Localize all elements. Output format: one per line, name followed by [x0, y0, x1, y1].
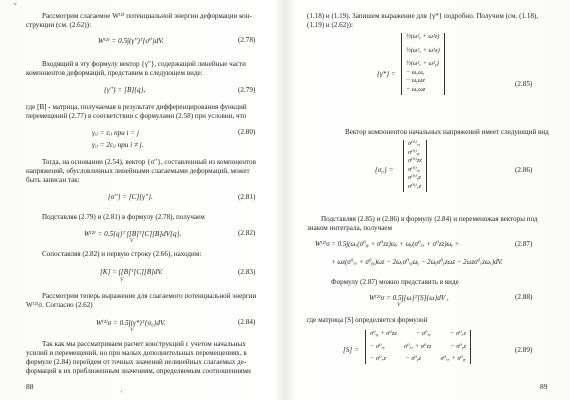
- equation-number: (2.89): [515, 346, 533, 354]
- paragraph: (1.19) и (2.62)):: [307, 21, 353, 29]
- vector-entry: ½(ω²ₓ + ω²z): [406, 46, 440, 54]
- paragraph: струкции (см. (2.62)):: [26, 21, 91, 29]
- equation-number: (2.81): [238, 193, 256, 201]
- right-page: [285, 0, 570, 400]
- vector-entry: − ωₓωᵧ: [406, 68, 425, 76]
- paragraph: формуле (2.84) перейдем от точных значений нелинейных слагаемых де-: [26, 358, 247, 366]
- equation-number: (2.80): [238, 128, 256, 136]
- equation-2-81: {σ′′} = [C]{γ′′}.: [108, 193, 153, 201]
- matrix-2-89: [365, 330, 471, 364]
- matrix-cell: − σ⁰ₓᵧ: [370, 342, 385, 350]
- vector-2-86: [403, 140, 427, 192]
- paragraph: напряжений, обусловленных линейными слагаемыми деформаций, может: [26, 167, 250, 175]
- vector-entry: σ⁽⁰⁾ᵧz: [408, 174, 421, 182]
- vector-entry: σ⁽⁰⁾ₓₓ: [408, 140, 421, 147]
- matrix-lhs: [S] =: [343, 346, 359, 354]
- scan-mark: ʾ: [120, 390, 123, 399]
- equation-number: (2.85): [515, 80, 533, 88]
- vector-entry: − ωₓωz: [406, 85, 426, 93]
- page-number: 89: [540, 382, 548, 391]
- matrix-cell: − σ⁰ₓz: [450, 330, 466, 337]
- equation-2-79: {γ′′} = [B]{q},: [104, 86, 146, 94]
- paragraph: Рассмотрим теперь выражение для слагаемого потенциальной энергии: [42, 292, 257, 300]
- equation-number: (2.86): [515, 166, 533, 174]
- equation-2-84: W⁽²⁾σ = 0.5∫(γ*)ᵀ{σ₀}dV.: [96, 319, 166, 327]
- equation-2-87-line-1: W⁽²⁾σ = 0.5∫(ωₓ(σ⁰ᵧᵧ + σ⁰zz)ωₓ + ωᵧ(σ⁰ₓₓ + σ⁰zz)ωᵧ +: [315, 241, 460, 248]
- vector-entry: − ωᵧωz: [406, 77, 425, 85]
- matrix-row: [370, 355, 466, 364]
- integral-limit: V: [397, 302, 401, 308]
- scan-mark: ˇ: [14, 2, 17, 11]
- matrix-row: [370, 330, 466, 339]
- paragraph: Сопоставляя (2.82) и первую строку (2.66), находим:: [42, 250, 202, 258]
- paragraph: где матрица [S] определяется формулой: [307, 316, 428, 324]
- equation-number: (2.79): [238, 86, 256, 94]
- paragraph: Подставляя (2.85) и (2.86) в формулу (2.84) и переменожая векторы под: [321, 215, 538, 223]
- paragraph: перемещений (2.77) в соответствии с формулами (2.58) при условии, что: [26, 112, 247, 120]
- matrix-cell: σ⁰ₓₓ + σ⁰ᵧᵧ: [440, 355, 466, 363]
- equation-2-83: [K] = ∫[B]ᵀ[C][B]dV.: [100, 268, 163, 276]
- matrix-cell: − σ⁰ᵧz: [405, 355, 421, 363]
- matrix-cell: − σ⁰ₓᵧ: [416, 330, 431, 337]
- integral-limit: V: [130, 327, 134, 333]
- paragraph: Вектор компонентов начальных напряжений имеет следующий вид: [345, 128, 549, 136]
- paragraph: Тогда, на основании (2.54), вектор {σ′′}, составленный из компонентов: [42, 158, 256, 166]
- paragraph: Подставляя (2.79) и (2.81) в формулу (2.78), получаем: [42, 213, 205, 221]
- vector-lhs: {σ₀} =: [375, 166, 394, 174]
- matrix-cell: σ⁰ᵧᵧ + σ⁰zz: [370, 330, 397, 337]
- vector-lhs: {γ*} =: [377, 70, 396, 78]
- integral-limit: V: [130, 238, 134, 244]
- equation-2-82: W⁽²⁾ = 0.5{q}ᵀ ∫[B]ᵀ[C][B]dV{q}.: [84, 230, 182, 238]
- equation-2-80-a: γᵢⱼ = εᵢⱼ при i = j: [92, 129, 139, 137]
- integral-limit: V: [120, 277, 124, 283]
- paragraph: (1.18) и (1.19). Запишем выражение для {γ*} подробно. Получим (см. (1.18),: [307, 12, 539, 20]
- matrix-cell: − σ⁰ᵧz: [450, 342, 466, 350]
- equation-number: (2.78): [238, 36, 256, 44]
- vector-entry: σ⁽⁰⁾ₓz: [408, 182, 422, 190]
- matrix-row: [370, 343, 466, 352]
- paragraph: Так как мы рассматриваем расчет конструкций с учетом начальных: [42, 340, 246, 348]
- equation-2-78: W⁽²⁾ = 0.5∫(γ′′)ᵀ{σ⁰}dV.: [98, 37, 164, 45]
- paragraph: формаций к их приближенным значениям, определяемым соотношениями: [26, 367, 251, 375]
- vector-entry: σ⁽⁰⁾zz: [408, 157, 422, 165]
- page-number: 88: [26, 382, 34, 391]
- matrix-cell: σ⁰ₓₓ + σ⁰zz: [403, 342, 432, 350]
- paragraph: Формулу (2.87) можно представить в виде: [331, 278, 459, 286]
- equation-number: (2.82): [238, 229, 256, 237]
- paragraph: W⁽²⁾σ. Согласно (2.62): [26, 301, 93, 309]
- paragraph: Рассмотрим слагаемое W⁽²⁾ потенциальной энергии деформации кон-: [42, 12, 252, 20]
- paragraph: где [B] - матрица, получаемая в результате дифференцирования функций: [26, 103, 247, 111]
- matrix-cell: − σ⁰ₓz: [370, 355, 386, 363]
- equation-number: (2.84): [238, 318, 256, 326]
- equation-2-87-line-2: + ωz(σ⁰ₓₓ + σ⁰ᵧᵧ)ωz − 2ωₓσ⁰ₓᵧωᵧ − 2ωᵧσ⁰ᵧzωz − 2ωzσ⁰ₓzωₓ)dV.: [331, 259, 503, 266]
- paragraph: усилий и перемещений, но при малых дополнительных перемещениях, в: [26, 349, 247, 357]
- equation-2-88: W⁽²⁾σ = 0.5∫{ω}ᵀ[S]{ω}dV ,: [369, 294, 449, 302]
- vector-2-85: [401, 33, 445, 95]
- vector-entry: ½(ω²ᵧ + ω²z): [406, 33, 440, 40]
- paragraph: Входящий в эту формулу вектор {γ′′}, содержащий линейные части: [42, 60, 246, 68]
- paragraph: быть записан так:: [26, 176, 80, 184]
- vector-entry: ½(ω²ₓ + ω²ᵧ): [406, 60, 439, 68]
- vector-entry: σ⁽⁰⁾ᵧᵧ: [408, 148, 420, 156]
- equation-2-80-b: γᵢⱼ = 2εᵢⱼ при i ≠ j.: [92, 141, 144, 149]
- vector-entry: σ⁽⁰⁾ₓᵧ: [408, 165, 421, 173]
- paragraph: знаком интеграла, получаем: [307, 224, 392, 232]
- equation-number: (2.88): [515, 293, 533, 301]
- equation-number: (2.87): [515, 240, 533, 248]
- equation-number: (2.83): [238, 268, 256, 276]
- paragraph: компонентов деформаций, представим в следующем виде:: [26, 69, 203, 77]
